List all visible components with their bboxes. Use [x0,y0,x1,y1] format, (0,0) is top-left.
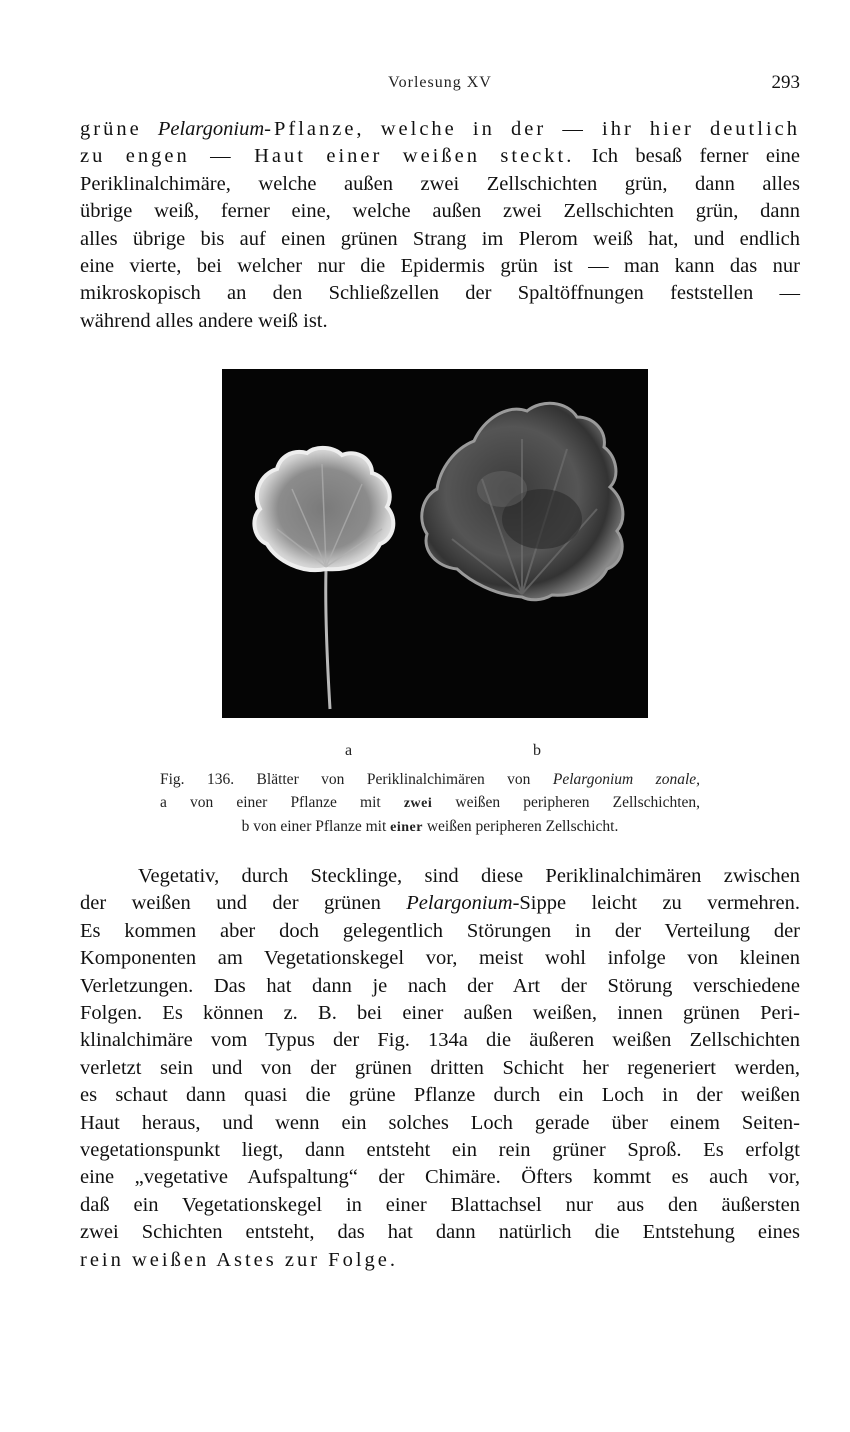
leaf-photograph [222,369,648,718]
text-line: während alles andere weiß ist. [80,309,328,332]
text-line: Haut heraus, und wenn ein solches Loch gerade über einem Seiten- [80,1111,800,1134]
figure-label-b: b [533,742,541,759]
text-line: Periklinalchimäre, welche außen zwei Zellschichten grün, dann alles [80,172,800,195]
paragraph-1 [80,116,800,335]
text-line: rein weißen Astes zur Folge. [80,1248,398,1271]
text-line: eine „vegetative Aufspaltung“ der Chimäre. Öfters kommt es auch vor, [80,1166,800,1189]
text-line: vegetationspunkt liegt, dann entsteht ein rein grüner Sproß. Es erfolgt [80,1139,800,1162]
text-line: der weißen und der grünen Pelargonium-Sippe leicht zu vermehren. [80,892,800,915]
text-line: es schaut dann quasi die grüne Pflanze durch ein Loch in der weißen [80,1084,800,1107]
figure-caption [160,768,700,839]
text-line: übrige weiß, ferner eine, welche außen zwei Zellschichten grün, dann [80,200,800,223]
running-head-title: Vorlesung XV [388,74,492,91]
caption-line: b von einer Pflanze mit einer weißen peripheren Zellschicht. [241,818,619,835]
caption-line: Fig. 136. Blätter von Periklinalchimären von Pelargonium zonale, [160,771,701,788]
text-line: Verletzungen. Das hat dann je nach der Art der Störung verschiedene [80,974,800,997]
text-line: verletzt sein und von der grünen dritten Schicht her regeneriert werden, [80,1056,800,1079]
text-line: eine vierte, bei welcher nur die Epidermis grün ist — man kann das nur [80,255,800,278]
running-head [80,72,800,98]
text-line: zwei Schichten entsteht, das hat dann natürlich die Entstehung eines [80,1221,800,1244]
text-line: mikroskopisch an den Schließzellen der Spaltöffnungen feststellen — [80,282,800,305]
text-line: Vegetativ, durch Stecklinge, sind diese Periklinalchimären zwischen [138,865,800,887]
text-line: Komponenten am Vegetationskegel vor, meist wohl infolge von kleinen [80,947,800,970]
text-line: Folgen. Es können z. B. bei einer außen weißen, innen grünen Peri- [80,1002,800,1025]
text-line: daß ein Vegetationskegel in einer Blattachsel nur aus den äußersten [80,1193,800,1216]
text-line: alles übrige bis auf einen grünen Strang im Plerom weiß hat, und endlich [80,227,800,250]
text-line: zu engen — Haut einer weißen steckt. Ich besaß ferner eine [80,145,800,168]
text-line: grüne Pelargonium-Pflanze, welche in der — ihr hier deutlich [80,118,800,140]
text-line: Es kommen aber doch gelegentlich Störungen in der Verteilung der [80,919,800,942]
page-number: 293 [771,72,800,93]
caption-line: a von einer Pflanze mit zwei weißen peripheren Zellschichten, [160,794,701,811]
text-line: klinalchimäre vom Typus der Fig. 134a die äußeren weißen Zellschichten [80,1029,800,1052]
figure-label-a: a [345,742,353,759]
paragraph-2 [80,863,800,1274]
